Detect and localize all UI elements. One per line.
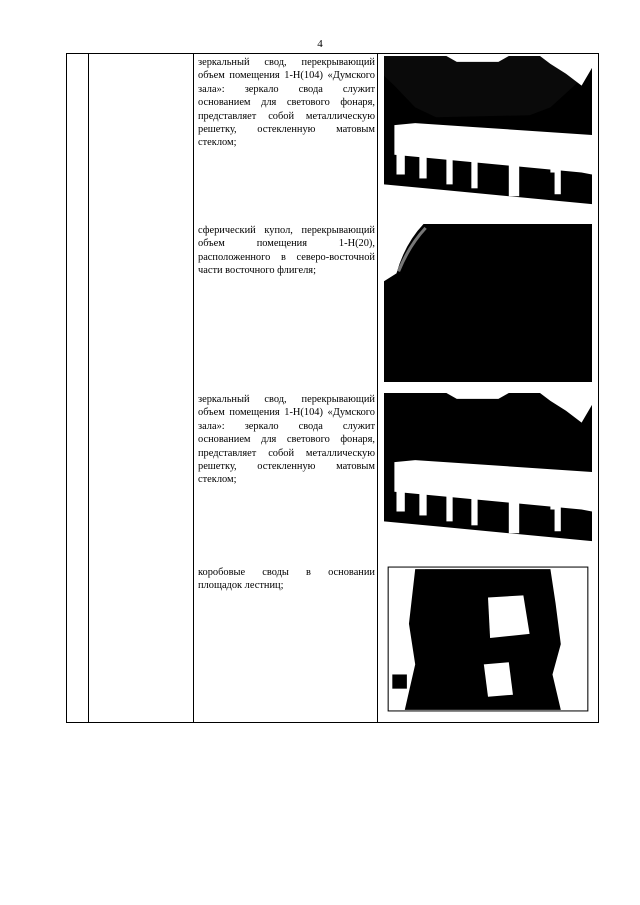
column-divider [377, 54, 378, 722]
document-table [66, 53, 599, 723]
row-4-description: коробовые своды в основании площадок лестниц; [198, 567, 375, 592]
page-number: 4 [317, 38, 323, 50]
row-1-description: зеркальный свод, перекрывающий объем помещения 1-Н(104) «Думского зала»: зеркало свода служит основанием для светового фонаря, представляет собой металлическую решетку, остекленную матовым стеклом; [198, 57, 375, 149]
row-3-photo-duma-hall [384, 393, 592, 551]
row-1-photo-duma-hall [384, 56, 592, 214]
row-2-photo-dome [384, 224, 592, 382]
row-3-description: зеркальный свод, перекрывающий объем помещения 1-Н(104) «Думского зала»: зеркало свода служит основанием для светового фонаря, представляет собой металлическую решетку, остекленную матовым стеклом; [198, 394, 375, 486]
row-4-photo-stair-vaults [384, 563, 592, 715]
column-divider [193, 54, 194, 722]
row-2-description: сферический купол, перекрывающий объем помещения 1-Н(20), расположенного в северо-восточной части восточного флигеля; [198, 225, 375, 277]
column-divider [88, 54, 89, 722]
